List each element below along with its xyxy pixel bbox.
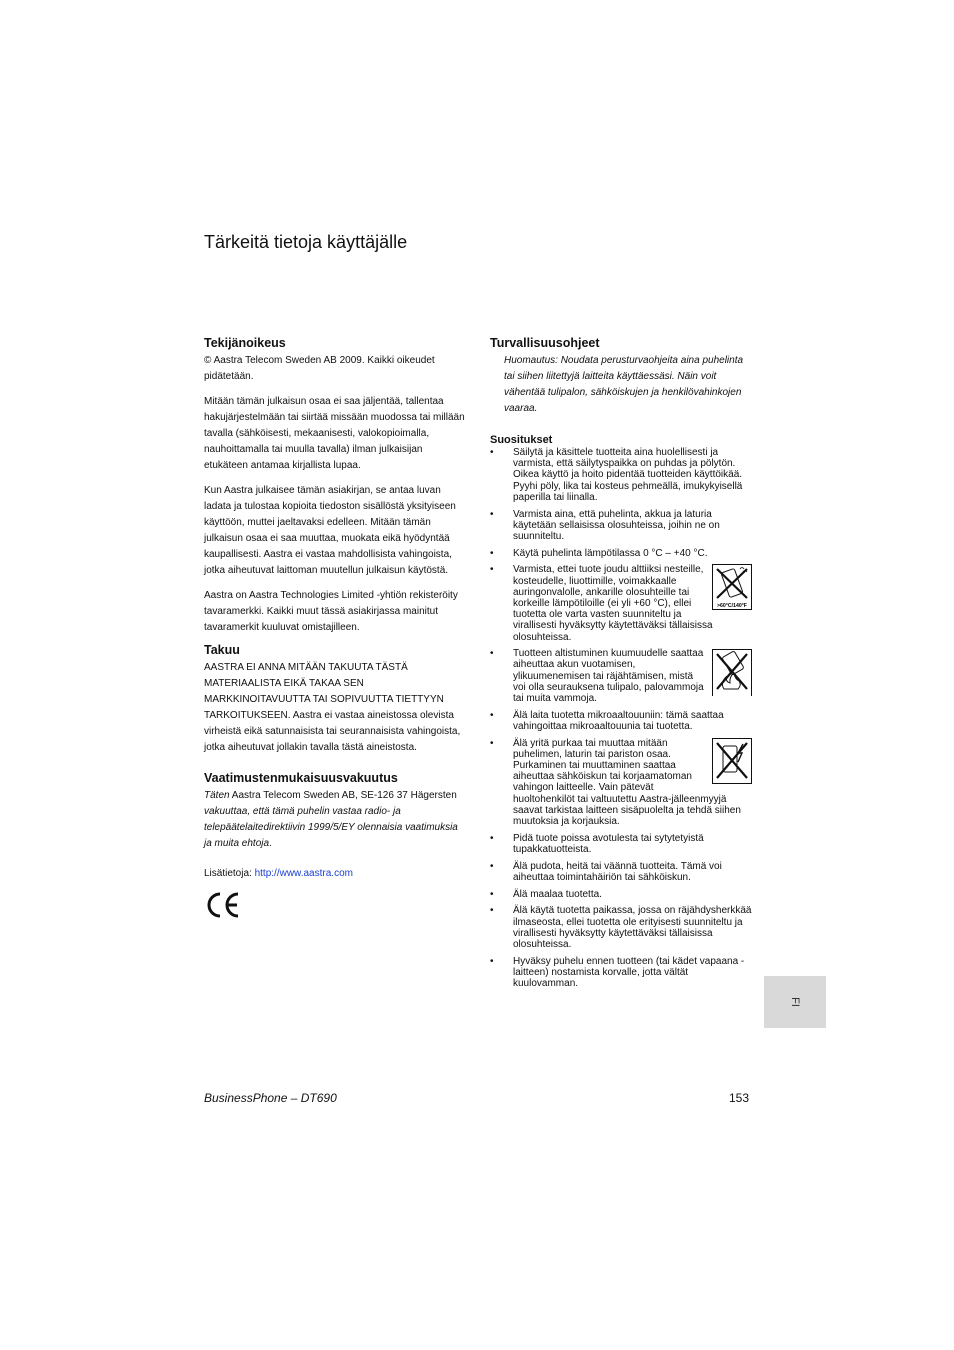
list-item-text: Varmista, ettei tuote joudu alttiiksi nesteille, kosteudelle, liuottimille, voimakkaalle auringonvalolle, ankarille olosuhteille tai korkeille lämpötiloille (ei yli +60 °C), ellei tuotetta ole varta vasten suunniteltu ja virallisesti hyväksytty käytettäväksi tällaisissa olosuhteissa. [513,564,713,643]
list-item: • Älä käytä tuotetta paikassa, jossa on räjähdysherkkää ilmaseosta, ellei tuotetta ole erityisesti suunniteltu ja virallisesti hyväksytty käytettäväksi tällaisissa olosuhteissa. [490,905,752,950]
temperature-limit-label: • >60°C/140°F [717,603,747,610]
list-item: • Älä maalaa tuotetta. [490,889,752,900]
more-info-label: Lisätietoja: [204,868,255,879]
conformity-heading: Vaatimustenmukaisuusvakuutus [204,771,398,785]
safety-note: Huomautus: Noudata perusturvaohjeita aina puhelinta tai siihen liitettyjä laitteita käyttäessäsi. Näin voit vähentää tulipalon, sähköiskujen ja henkilövahinkojen vaaraa. [504,355,744,414]
copyright-paragraph-2: Mitään tämän julkaisun osaa ei saa jäljentää, tallentaa hakujärjestelmään tai siirtää missään muodossa tai millään tavalla (sähköisesti, mekaanisesti, valokopioimalla, nauhoittamalla tai muulla tavalla) ilman julkaisijan etukäteen antamaa kirjallista lupaa. [204,396,465,471]
ce-mark-icon [204,891,242,919]
list-item-text: Älä yritä purkaa tai muuttaa mitään puhelimen, laturin tai pariston osaa. Purkaminen tai muuttaminen saattaa aiheuttaa sähköiskun tai korjaamatoman vahingon laitteelle. Vain pätevät huoltohenkilöt tai valtuutettu Aastra-jälleenmyyjä saavat tarkistaa laitteen sisäpuolelta ja tehdä siihen muutoksia ja korjauksia. [513,737,741,828]
conformity-text-d: . [269,838,272,849]
footer-product-name: BusinessPhone – DT690 [204,1091,337,1105]
safety-section [490,335,752,417]
more-info [204,866,468,882]
list-item: • Älä pudota, heitä tai väännä tuotteita. Tämä voi aiheuttaa toimintahäiriön tai sähköiskun. [490,861,752,883]
copyright-paragraph-3: Kun Aastra julkaisee tämän asiakirjan, se antaa luvan ladata ja tulostaa kopioita tiedoston sisällöstä yksityiseen käyttöön, muttei jaeltavaksi edelleen. Mitään tämän julkaisun osaa ei saa muuttaa, muokata eikä hyödyntää kaupallisesti. Aastra ei vastaa mahdollisista vahingoista, jotka aiheutuvat laittoman muutellun julkaisun käytöstä. [204,485,456,576]
copyright-heading: Tekijänoikeus [204,336,286,350]
copyright-paragraph-4: Aastra on Aastra Technologies Limited -yhtiön rekisteröity tavaramerkki. Kaikki muut tässä asiakirjassa mainitut tavaramerkit kuuluvat omistajilleen. [204,590,458,633]
list-item: • Pidä tuote poissa avotulesta tai sytytetyistä tupakkatuotteista. [490,833,752,855]
aastra-link[interactable]: http://www.aastra.com [254,868,353,879]
list-item-with-fire-icon [490,648,752,704]
language-tab [764,976,826,1028]
warranty-section [204,642,468,756]
copyright-section [204,335,468,636]
warranty-heading: Takuu [204,643,240,657]
no-heat-warning-icon [712,564,752,610]
recommendations-section [490,433,752,989]
electric-shock-warning-icon [712,738,752,784]
recommendations-heading: Suositukset [490,434,553,446]
left-column [204,335,468,919]
list-item: • Käytä puhelinta lämpötilassa 0 °C – +40 °C. [490,548,752,559]
list-item-with-shock-icon [490,738,752,828]
right-column [490,335,752,995]
list-item: • Varmista aina, että puhelinta, akkua ja laturia käytetään sellaisissa olosuhteissa, joihin ne on suunniteltu. [490,509,752,543]
conformity-text-c: vakuuttaa, että tämä puhelin vastaa radio- ja telepäätelaitedirektiivin 1999/5/EY olennaisia vaatimuksia ja muita ehtoja [204,806,458,849]
recommendations-list [490,447,752,989]
list-item-with-temperature-icon [490,564,752,642]
conformity-section [204,770,468,919]
language-tab-label: FI [789,997,801,1007]
copyright-paragraph-1: © Aastra Telecom Sweden AB 2009. Kaikki oikeudet pidätetään. [204,355,435,382]
list-item-text: Tuotteen altistuminen kuumuudelle saattaa aiheuttaa akun vuotamisen, ylikuumenemisen tai räjähtämisen, mistä voi olla seurauksena tulipalo, palovammoja tai muita vammoja. [513,648,704,705]
conformity-text-b: Aastra Telecom Sweden AB, SE-126 37 Hägersten [229,790,457,801]
page-title: Tärkeitä tietoja käyttäjälle [204,232,408,252]
list-item: • Älä laita tuotetta mikroaaltouuniin: tämä saattaa vahingoittaa mikroaaltouunia tai tuotetta. [490,710,752,732]
safety-heading: Turvallisuusohjeet [490,336,600,350]
list-item: • Säilytä ja käsittele tuotteita aina huolellisesti ja varmista, että säilytyspaikka on puhdas ja pölytön. Oikea käyttö ja hoito pidentää tuotteiden käyttöikää. Pyyhi pöly, lika tai kosteus pehmeällä, imukykyisellä paperilla tai liinalla. [490,447,752,503]
warranty-paragraph: AASTRA EI ANNA MITÄÄN TAKUUTA TÄSTÄ MATERIAALISTA EIKÄ TAKAA SEN MARKKINOITAVUUTTA TAI SOPIVUUTTA TIETTYYN TARKOITUKSEEN. Aastra ei vastaa aineistossa olevista virheistä eikä satunnaisista tai seurannaisista vahingoista, jotka aiheutuvat jollakin tavalla tästä aineistosta. [204,662,461,753]
footer-page-number: 153 [729,1091,750,1105]
conformity-paragraph [204,788,468,852]
no-fire-warning-icon [712,648,752,696]
list-item: • Hyväksy puhelu ennen tuotteen (tai kädet vapaana -laitteen) nostamista korvalle, jotta vältät kuulovamman. [490,956,752,990]
conformity-text-a: Täten [204,790,230,801]
